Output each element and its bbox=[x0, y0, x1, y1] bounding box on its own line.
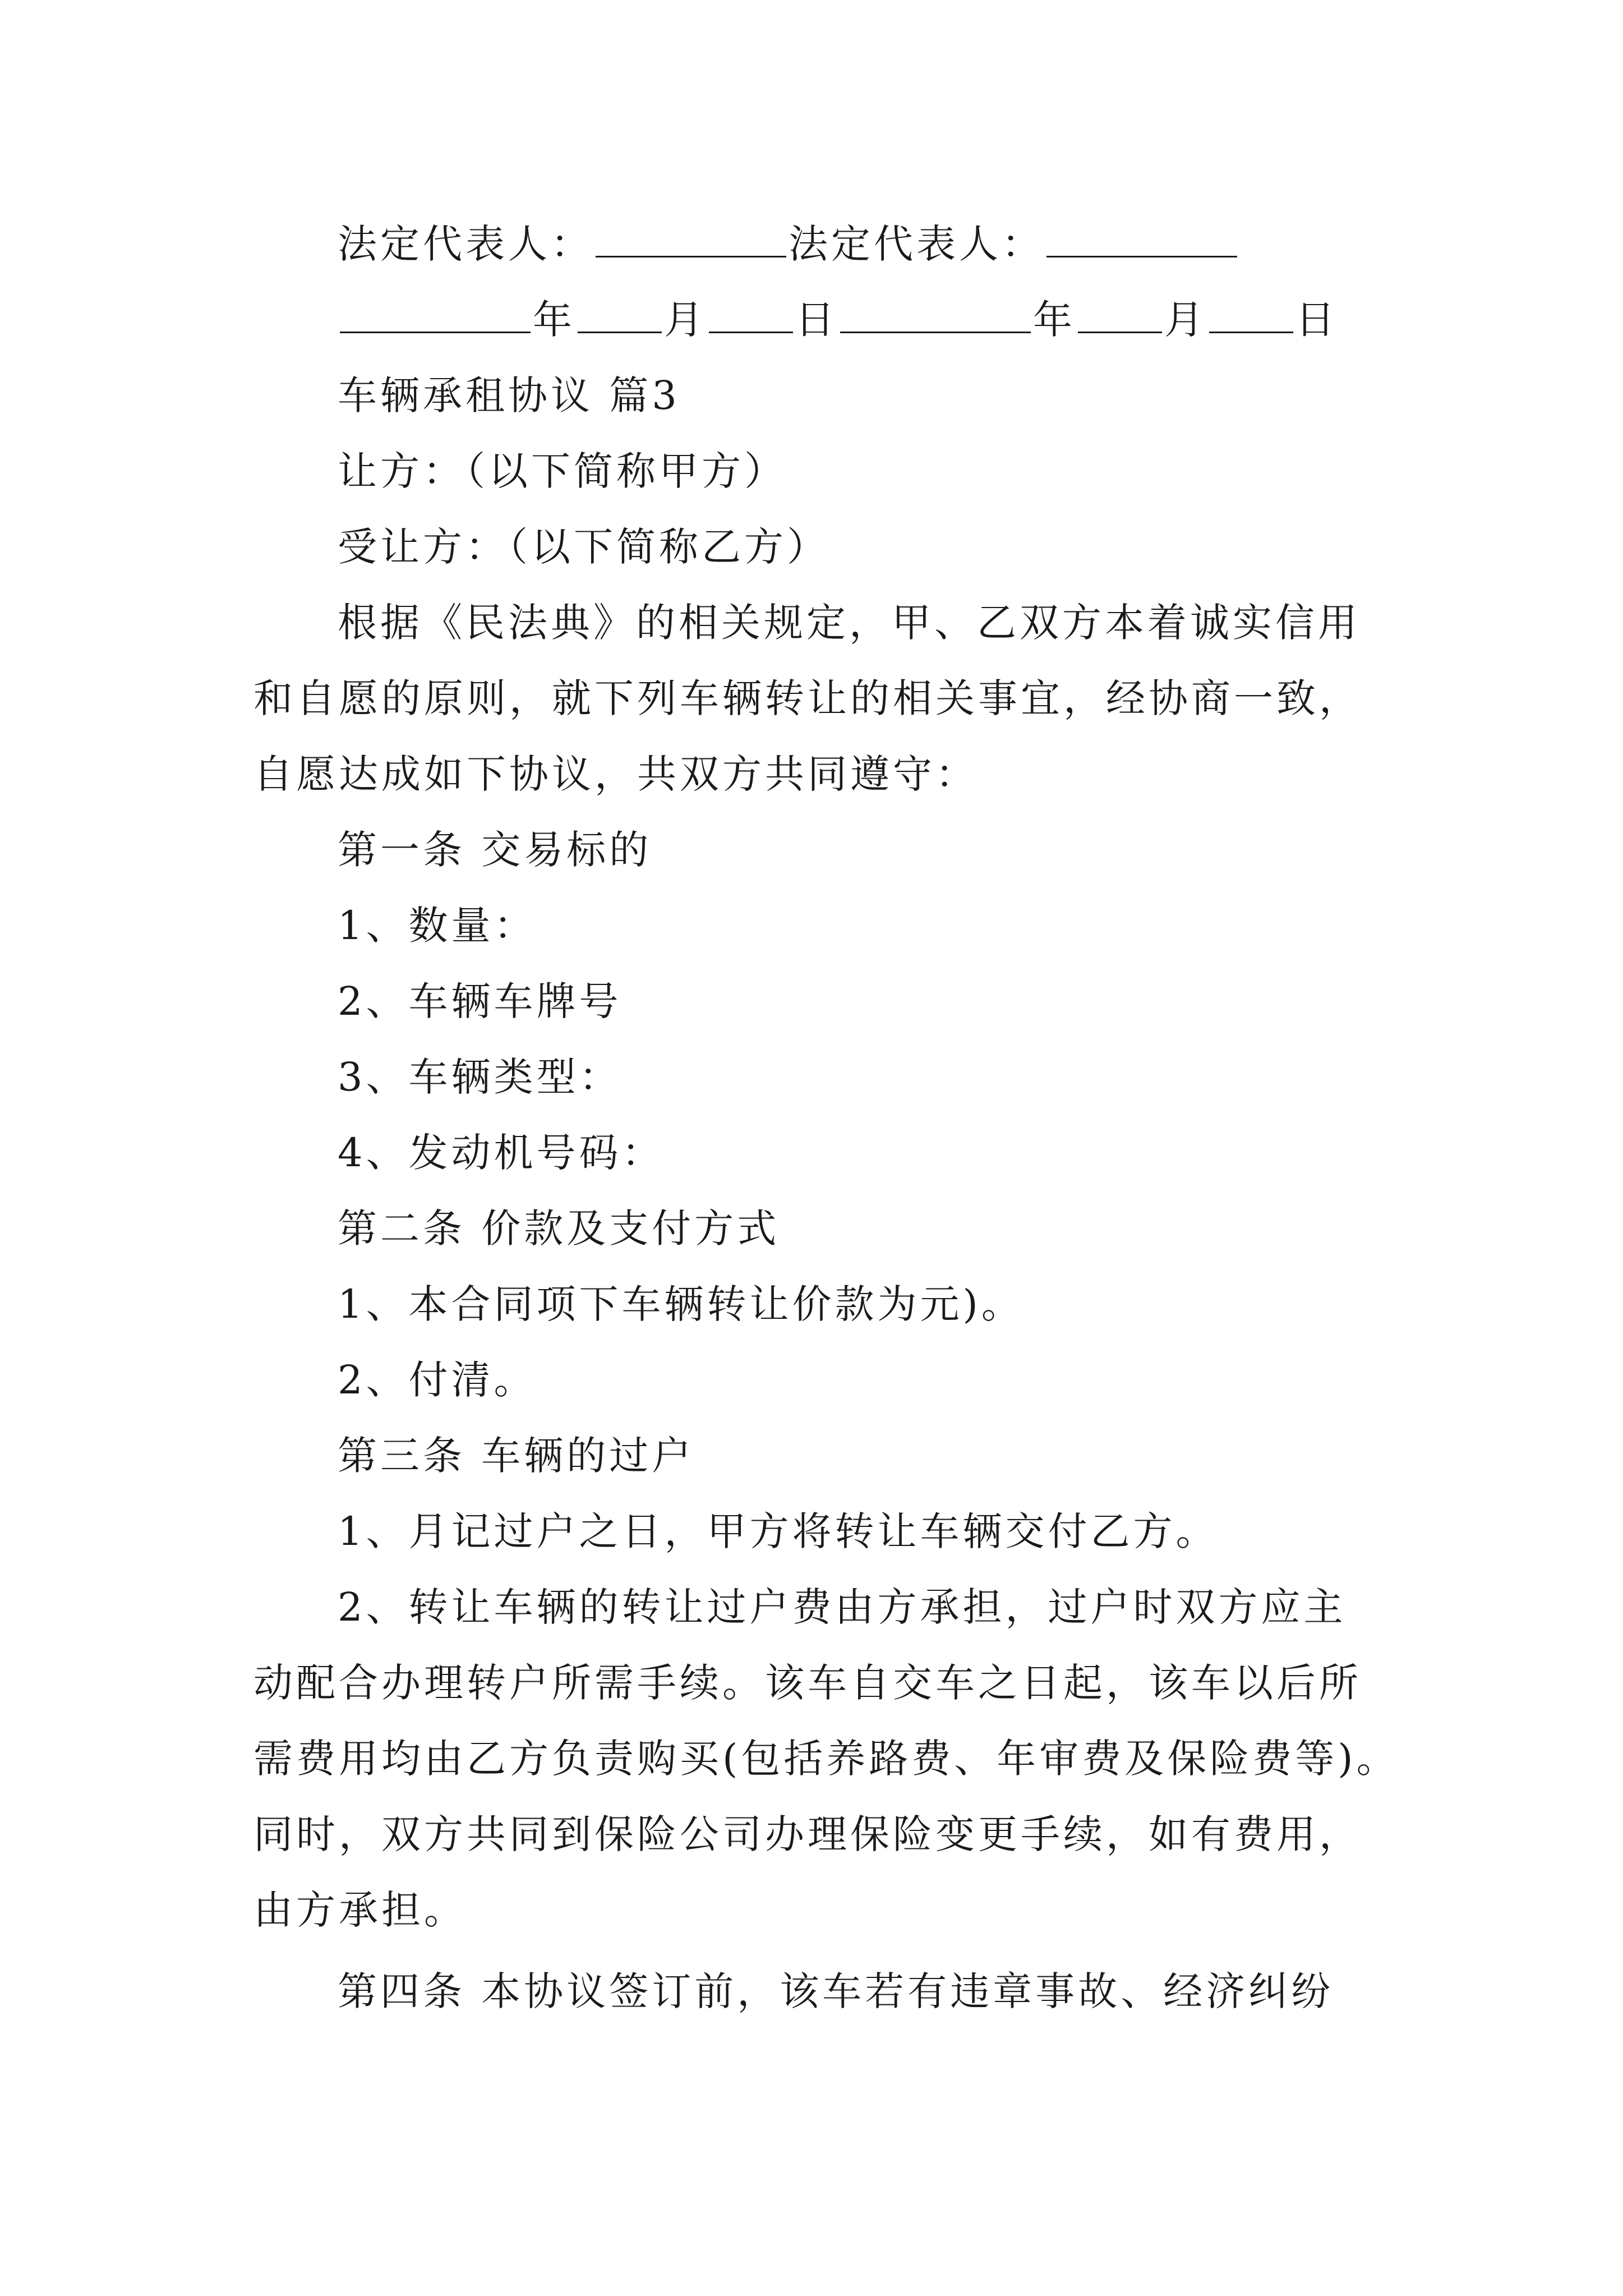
day-label-a: 日 bbox=[795, 297, 838, 343]
article3-item-2-line-3: 需费用均由乙方负责购买(包括养路费、年审费及保险费等)。 bbox=[253, 1736, 1399, 1782]
transferee-line: 受让方：（以下简称乙方） bbox=[338, 524, 829, 570]
article3-item-2-line-5: 由方承担。 bbox=[253, 1887, 467, 1933]
intro-line-1: 根据《民法典》的相关规定，甲、乙双方本着诚实信用 bbox=[338, 600, 1361, 646]
year-label-a: 年 bbox=[533, 297, 575, 343]
legal-rep-label-b: 法定代表人： bbox=[789, 221, 1044, 267]
legal-rep-blank-b bbox=[1046, 221, 1237, 257]
year-blank-a bbox=[340, 297, 531, 333]
article2-item-2: 2、付清。 bbox=[338, 1357, 537, 1403]
year-label-b: 年 bbox=[1033, 297, 1076, 343]
signature-date-row bbox=[338, 295, 1338, 345]
transferor-line: 让方：（以下简称甲方） bbox=[338, 448, 787, 494]
day-blank-a bbox=[709, 297, 793, 333]
document-title: 车辆承租协议 篇3 bbox=[338, 372, 680, 418]
legal-rep-blank-a bbox=[596, 221, 786, 257]
article3-item-2-line-2: 动配合办理转户所需手续。该车自交车之日起，该车以后所 bbox=[253, 1660, 1362, 1706]
article4-line-1: 第四条 本协议签订前，该车若有违章事故、经济纠纷 bbox=[338, 1968, 1334, 2014]
year-blank-b bbox=[840, 297, 1031, 333]
month-label-a: 月 bbox=[664, 297, 707, 343]
intro-line-2: 和自愿的原则，就下列车辆转让的相关事宜，经协商一致， bbox=[253, 675, 1362, 721]
article2-heading: 第二条 价款及支付方式 bbox=[338, 1205, 780, 1251]
legal-rep-label-a: 法定代表人： bbox=[338, 221, 593, 267]
article3-heading: 第三条 车辆的过户 bbox=[338, 1433, 695, 1479]
day-blank-b bbox=[1209, 297, 1293, 333]
signature-representatives-row bbox=[338, 219, 1239, 269]
month-label-b: 月 bbox=[1164, 297, 1207, 343]
article1-heading: 第一条 交易标的 bbox=[338, 827, 652, 873]
day-label-b: 日 bbox=[1295, 297, 1338, 343]
month-blank-a bbox=[578, 297, 662, 333]
month-blank-b bbox=[1078, 297, 1162, 333]
article1-item-2: 2、车辆车牌号 bbox=[338, 978, 622, 1024]
article1-item-1: 1、数量： bbox=[338, 903, 537, 949]
article1-item-3: 3、车辆类型： bbox=[338, 1054, 622, 1100]
intro-line-3: 自愿达成如下协议，共双方共同遵守： bbox=[253, 751, 978, 797]
article3-item-2-line-4: 同时，双方共同到保险公司办理保险变更手续，如有费用， bbox=[253, 1811, 1362, 1857]
article2-item-1: 1、本合同项下车辆转让价款为元)。 bbox=[338, 1281, 1024, 1327]
article3-item-2-line-1: 2、转让车辆的转让过户费由方承担，过户时双方应主 bbox=[338, 1584, 1347, 1630]
article3-item-1: 1、月记过户之日，甲方将转让车辆交付乙方。 bbox=[338, 1508, 1219, 1554]
article1-item-4: 4、发动机号码： bbox=[338, 1130, 665, 1176]
